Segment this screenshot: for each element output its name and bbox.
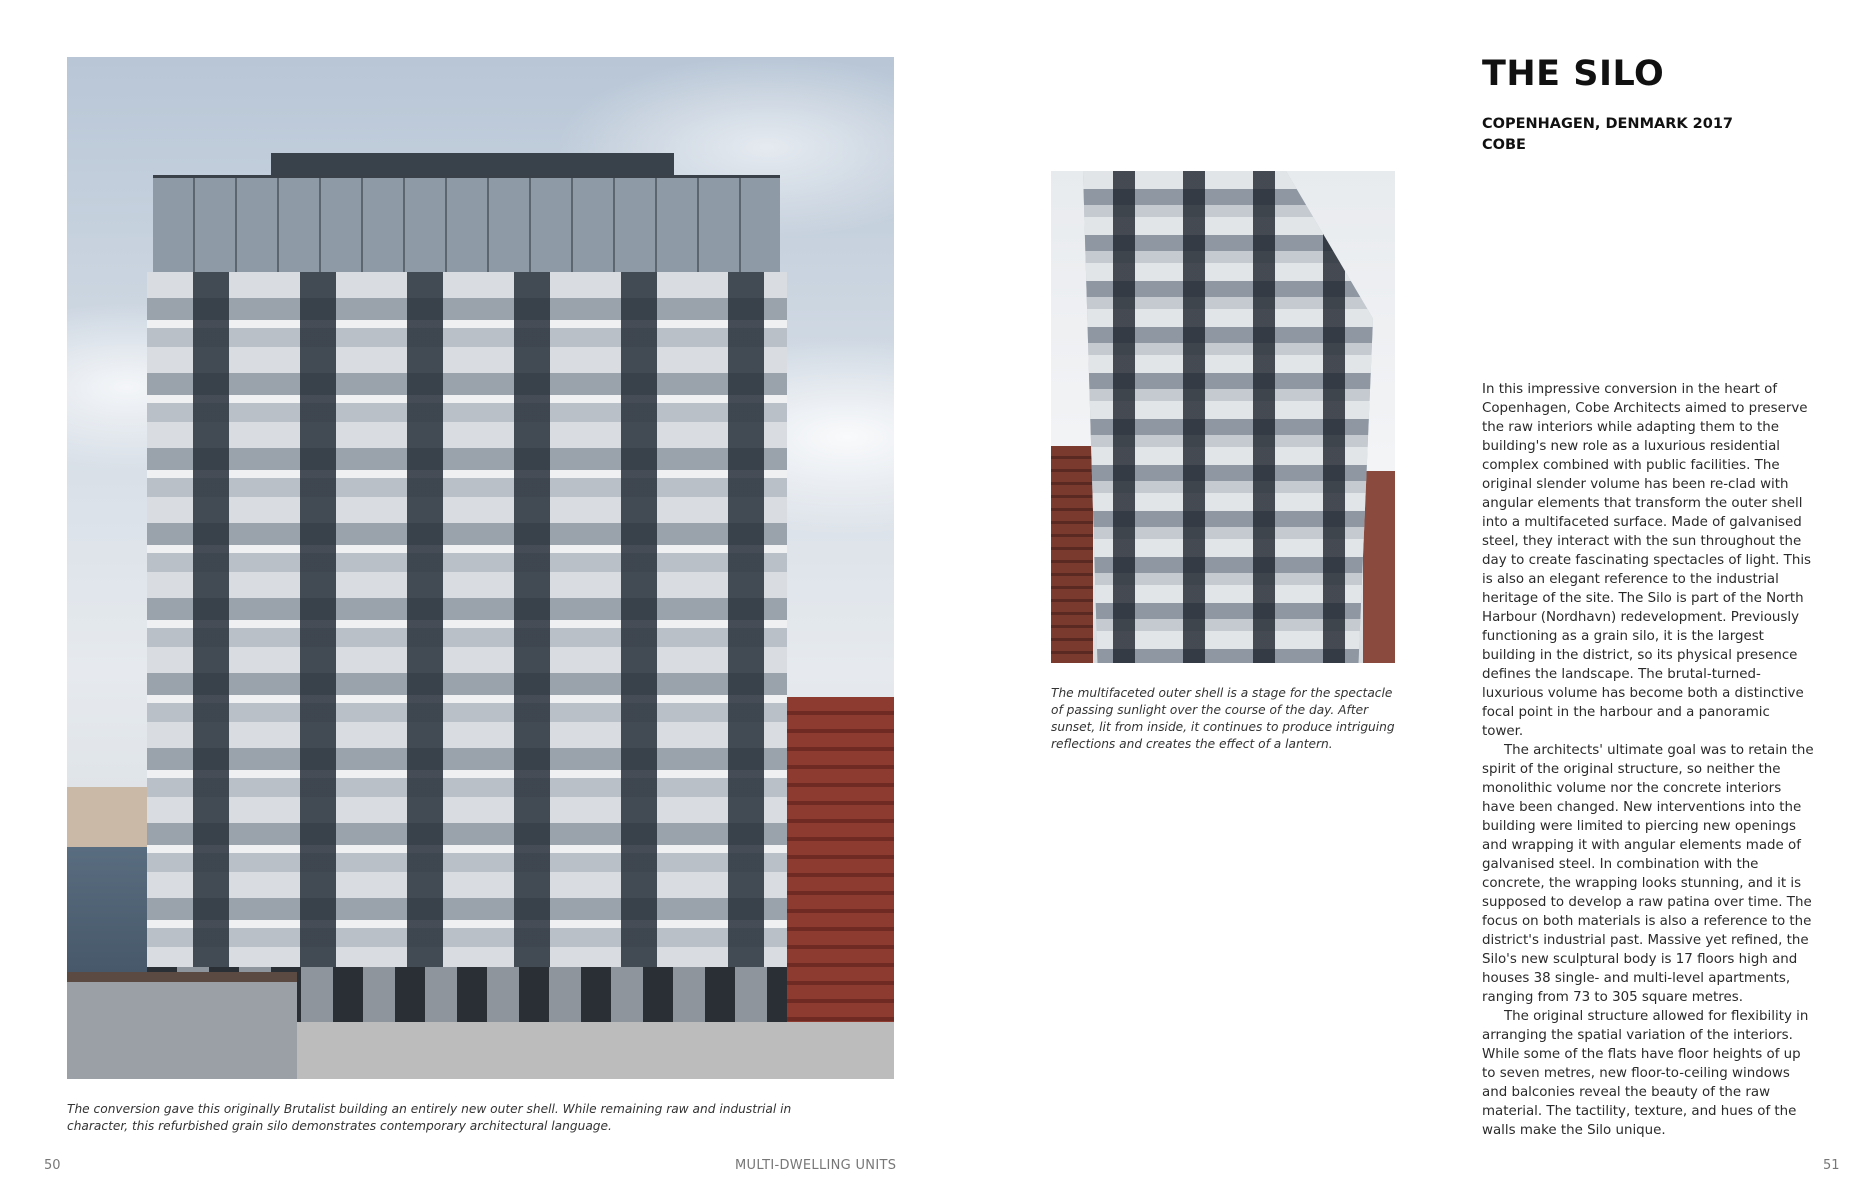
location-year: COPENHAGEN, DENMARK 2017 bbox=[1482, 116, 1734, 132]
page-number-right: 51 bbox=[1823, 1158, 1840, 1173]
body-paragraph: The architects' ultimate goal was to retain the spirit of the original structure, so neither the monolithic volume nor the concrete interiors have been changed. New interventions into the building were limited to piercing new openings and wrapping it with angular elements made of galvanised steel. In combination with the concrete, the wrapping looks stunning, and it is supposed to develop a raw patina over time. The focus on both materials is also a reference to the district's industrial past. Massive yet refined, the Silo's new sculptural body is 17 floors high and houses 38 single- and multi-level apartments, ranging from 73 to 305 square metres. bbox=[1482, 743, 1814, 1005]
article-title: THE SILO bbox=[1482, 54, 1665, 94]
architect-name: COBE bbox=[1482, 137, 1526, 153]
running-head: MULTI-DWELLING UNITS bbox=[735, 1158, 897, 1173]
body-paragraph: The original structure allowed for flexibility in arranging the spatial variation of the interiors. While some of the flats have floor heights of up to seven metres, new floor-to-ceiling windows and balconies reveal the beauty of the raw material. The tactility, texture, and hues of the walls make the Silo unique. bbox=[1482, 1009, 1809, 1138]
body-paragraph: In this impressive conversion in the heart of Copenhagen, Cobe Architects aimed to preserve the raw interiors while adapting them to the building's new role as a luxurious residential complex combined with public facilities. The original slender volume has been re-clad with angular elements that transform the outer shell into a multifaceted surface. Made of galvanised steel, they interact with the sun throughout the day to create fascinating spectacles of light. This is also an elegant reference to the industrial heritage of the site. The Silo is part of the North Harbour (Nordhavn) redevelopment. Previously functioning as a grain silo, it is the largest building in the district, so its physical presence defines the landscape. The brutal-turned-luxurious volume has become both a distinctive focal point in the harbour and a panoramic tower. bbox=[1482, 382, 1812, 739]
article-body bbox=[1482, 380, 1814, 1140]
page-number-left: 50 bbox=[44, 1158, 61, 1173]
detail-facade-photo bbox=[1051, 171, 1395, 663]
main-photo-caption: The conversion gave this originally Brutalist building an entirely new outer shell. While remaining raw and industrial in character, this refurbished grain silo demonstrates contemporary architectural language. bbox=[67, 1102, 792, 1133]
main-building-photo bbox=[67, 57, 894, 1079]
article-subtitle bbox=[1482, 114, 1733, 156]
detail-photo-caption: The multifaceted outer shell is a stage for the spectacle of passing sunlight over the course of the day. After sunset, lit from inside, it continues to produce intriguing reflections and creates the effect of a lantern. bbox=[1051, 686, 1395, 751]
